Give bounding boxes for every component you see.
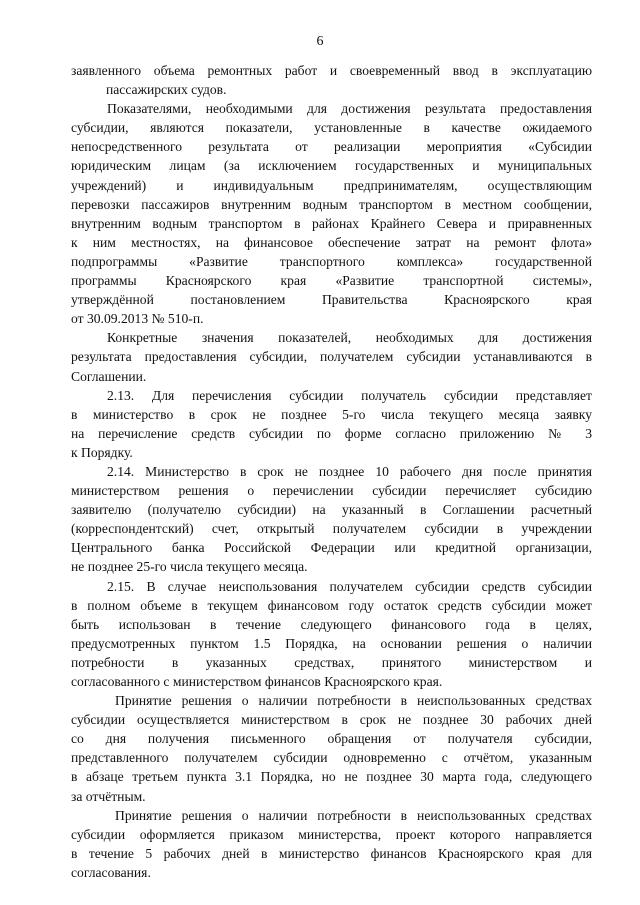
paragraph-indicators (71, 99, 592, 328)
text-line: юридическим лицам (за исключением государственных и муниципальных (71, 158, 592, 174)
text-line: субсидии оформляется приказом министерства, проект которого направляется (71, 826, 592, 842)
text-line: предусмотренных пунктом 1.5 Порядка, на основании решения о наличии (71, 635, 592, 651)
text-line: Центрального банка Российской Федерации или кредитной организации, (71, 540, 592, 556)
text-line: в абзаце третьем пункта 3.1 Порядка, но не позднее 30 марта года, следующего (71, 769, 592, 785)
text-line: согласования. (71, 864, 151, 880)
text-line: в полном объеме в текущем финансовом году остаток средств субсидии может (71, 597, 592, 613)
paragraph-clause-2-14 (71, 462, 592, 577)
document-body (71, 61, 592, 882)
paragraph-clause-2-13 (71, 386, 592, 462)
text-line: учреждений) и индивидуальным предпринимателям, осуществляющим (71, 177, 592, 193)
text-line: субсидии, являются показатели, установленные в качестве ожидаемого (71, 120, 592, 136)
text-line: представленного получателем субсидии одновременно с отчётом, указанным (71, 750, 592, 766)
text-line: к Порядку. (71, 444, 133, 460)
text-line: Принятие решения о наличии потребности в неиспользованных средствах (115, 807, 592, 823)
text-line: 2.14. Министерство в срок не позднее 10 рабочего дня после принятия (107, 463, 592, 479)
text-line: потребности в указанных средствах, принятого министерством и (71, 654, 592, 670)
text-line: со дня получения письменного обращения от получателя субсидии, (71, 731, 592, 747)
text-line: на перечисление средств субсидии по форме согласно приложению № 3 (71, 425, 592, 441)
text-line: в течение 5 рабочих дней в министерство финансов Красноярского края для (71, 845, 592, 861)
text-line: Конкретные значения показателей, необходимых для достижения (107, 330, 592, 346)
text-line: быть использован в течение следующего финансового года в целях, (71, 616, 592, 632)
text-line: Принятие решения о наличии потребности в неиспользованных средствах (115, 693, 592, 709)
text-line: к ним местностях, на финансовое обеспечение затрат на ремонт флота» (71, 234, 592, 250)
text-line: программы Красноярского края «Развитие транспортной системы», (71, 273, 592, 289)
text-line: министерством решения о перечислении субсидии перечисляет субсидию (71, 483, 592, 499)
text-line: (корреспондентский) счет, открытый получателем субсидии в учреждении (71, 521, 592, 537)
text-line: согласованного с министерством финансов Красноярского края. (71, 674, 443, 689)
text-line: результата предоставления субсидии, получателем субсидии устанавливаются в (71, 349, 592, 365)
text-line: 2.15. В случае неиспользования получателем субсидии средств субсидии (107, 578, 592, 594)
page-number: 6 (316, 34, 324, 49)
paragraph-intro-continuation (71, 61, 592, 99)
text-line: Соглашении. (71, 368, 147, 384)
text-line: утверждённой постановлением Правительства Красноярского края (71, 292, 592, 308)
text-line: за отчётным. (71, 788, 146, 804)
text-line: субсидии осуществляется министерством в срок не позднее 30 рабочих дней (71, 712, 592, 728)
text-line: от 30.09.2013 № 510-п. (71, 311, 204, 327)
paragraph-decision-deadline (71, 691, 592, 806)
text-line: в министерство в срок не позднее 5-го числа текущего месяца заявку (71, 406, 592, 422)
text-line: внутренним водным транспортом в районах Крайнего Севера и приравненных (71, 215, 592, 231)
paragraph-indicator-values (71, 328, 592, 385)
text-line: перевозки пассажиров внутренним водным транспортом в местном сообщении, (71, 196, 592, 212)
text-line: заявленного объема ремонтных работ и своевременный ввод в эксплуатацию (71, 63, 592, 78)
text-line: пассажирских судов. (106, 82, 227, 98)
paragraph-decision-order (71, 806, 592, 882)
text-line: не позднее 25-го числа текущего месяца. (71, 559, 308, 575)
text-line: подпрограммы «Развитие транспортного комплекса» государственной (71, 253, 592, 269)
text-line: непосредственного результата от реализации мероприятия «Субсидии (71, 139, 592, 155)
paragraph-clause-2-15 (71, 577, 592, 692)
text-line: Показателями, необходимыми для достижения результата предоставления (107, 101, 592, 117)
text-line: заявителю (получателю субсидии) на указанный в Соглашении расчетный (71, 502, 592, 518)
text-line: 2.13. Для перечисления субсидии получатель субсидии представляет (107, 387, 592, 403)
